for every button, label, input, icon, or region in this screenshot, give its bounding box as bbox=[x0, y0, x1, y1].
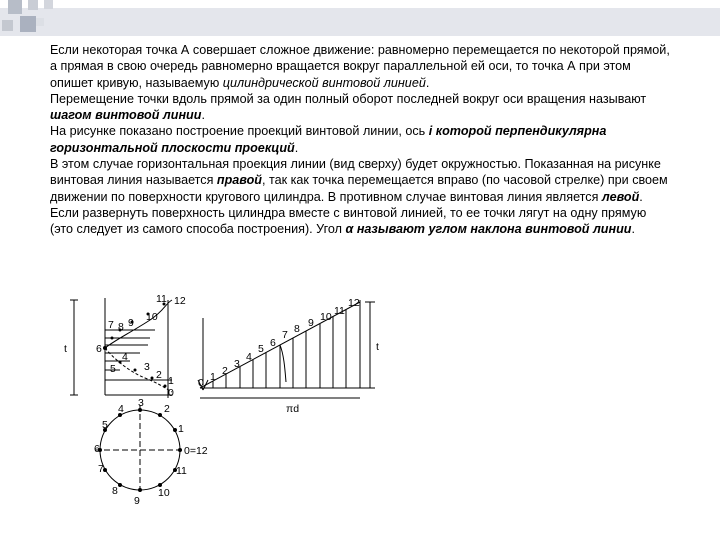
figure-label: 10 bbox=[146, 311, 158, 323]
figure-label: 8 bbox=[294, 323, 300, 335]
helix-construction-drawing bbox=[60, 290, 390, 510]
figure-label: 5 bbox=[258, 343, 264, 355]
decorative-square bbox=[28, 0, 38, 10]
text-run: . bbox=[294, 140, 299, 155]
text-run: . bbox=[631, 222, 635, 237]
figure-label: 1 bbox=[210, 371, 216, 383]
slide-header-band bbox=[0, 8, 720, 36]
text-run: Перемещение точки вдоль прямой за один полный оборот последней вокруг оси вращения называют bbox=[50, 91, 647, 106]
figure-label: 2 bbox=[164, 403, 170, 415]
text-run: . bbox=[425, 75, 430, 90]
figure-label: 4 bbox=[118, 403, 124, 415]
figure-label: 10 bbox=[320, 311, 332, 323]
text-run: α называют углом наклона винтовой линии bbox=[345, 222, 632, 237]
figure-label: 8 bbox=[118, 321, 124, 333]
figure-label: 3 bbox=[234, 358, 240, 370]
text-run: левой bbox=[601, 189, 640, 204]
figure-label: t bbox=[376, 341, 379, 353]
figure-label: 5 bbox=[102, 419, 108, 431]
figure-label: 6 bbox=[94, 443, 100, 455]
text-run: цилиндрической винтовой линией bbox=[222, 75, 426, 90]
decorative-square bbox=[2, 20, 13, 31]
figure-label: 10 bbox=[158, 487, 170, 499]
decorative-square bbox=[8, 0, 22, 14]
figure-label: 1 bbox=[178, 423, 184, 435]
figure-label: 9 bbox=[128, 317, 134, 329]
figure-label: 5 bbox=[110, 363, 116, 375]
decorative-square bbox=[20, 16, 36, 32]
figure-label: 3 bbox=[138, 397, 144, 409]
figure-label: 4 bbox=[122, 351, 128, 363]
text-run: , так как точка перемещается вправо (по часовой стрелке) при своем движении по поверхности кругового цилиндра. В противном случае винтовая линия является bbox=[50, 173, 668, 204]
decorative-square bbox=[44, 0, 53, 9]
text-run: правой bbox=[216, 173, 262, 188]
figure-label: 12 bbox=[174, 295, 186, 307]
figure-label: 7 bbox=[98, 463, 104, 475]
slide-text bbox=[50, 42, 670, 238]
text-run: Если некоторая точка А совершает сложное движение: равномерно перемещается по некоторой прямой, а прямая в свою очередь равномерно вращается вокруг параллельной ей оси, то точка А при этом опишет кривую, называемую bbox=[50, 43, 670, 90]
paragraph bbox=[50, 156, 670, 237]
paragraph bbox=[50, 123, 670, 156]
text-run: . Если развернуть поверхность цилиндра вместе с винтовой линией, то ее точки лягут на одну прямую (это следует из самого способа построения). Угол bbox=[50, 189, 647, 237]
figure-label: 1 bbox=[168, 375, 174, 387]
decorative-square bbox=[36, 18, 44, 26]
figure-label: 12 bbox=[348, 297, 360, 309]
figure-label: 7 bbox=[282, 329, 288, 341]
figure-label: 8 bbox=[112, 485, 118, 497]
paragraph bbox=[50, 91, 670, 124]
figure-label: 11 bbox=[156, 293, 167, 305]
figure-label: 0=12 bbox=[184, 445, 208, 457]
figure-label: 9 bbox=[308, 317, 314, 329]
figure-label: 2 bbox=[222, 365, 228, 377]
figure-label: 6 bbox=[270, 337, 276, 349]
figure-label: 7 bbox=[108, 319, 114, 331]
figure-label: 4 bbox=[246, 351, 252, 363]
figure-label: t bbox=[64, 343, 67, 355]
figure-label: 0 bbox=[198, 377, 204, 389]
paragraph bbox=[50, 42, 670, 91]
figure-label: 2 bbox=[156, 369, 162, 381]
text-run: . bbox=[201, 108, 205, 123]
figure-label: 3 bbox=[144, 361, 150, 373]
figure-label: 0 bbox=[168, 387, 174, 399]
text-run: шагом винтовой линии bbox=[50, 108, 202, 123]
figure-label: 11 bbox=[176, 465, 187, 477]
text-run: i которой перпендикулярна горизонтальной плоскости проекций bbox=[50, 124, 607, 155]
text-run: На рисунке показано построение проекций винтовой линии, ось bbox=[50, 124, 429, 139]
figure-label: 11 bbox=[334, 305, 345, 317]
text-run: В этом случае горизонтальная проекция линии (вид сверху) будет окружностью. Показанная на рисунке винтовая линия называется bbox=[50, 157, 661, 188]
figure-label: πd bbox=[286, 403, 300, 415]
figure-label: 6 bbox=[96, 343, 102, 355]
figure-label: 9 bbox=[134, 495, 140, 507]
